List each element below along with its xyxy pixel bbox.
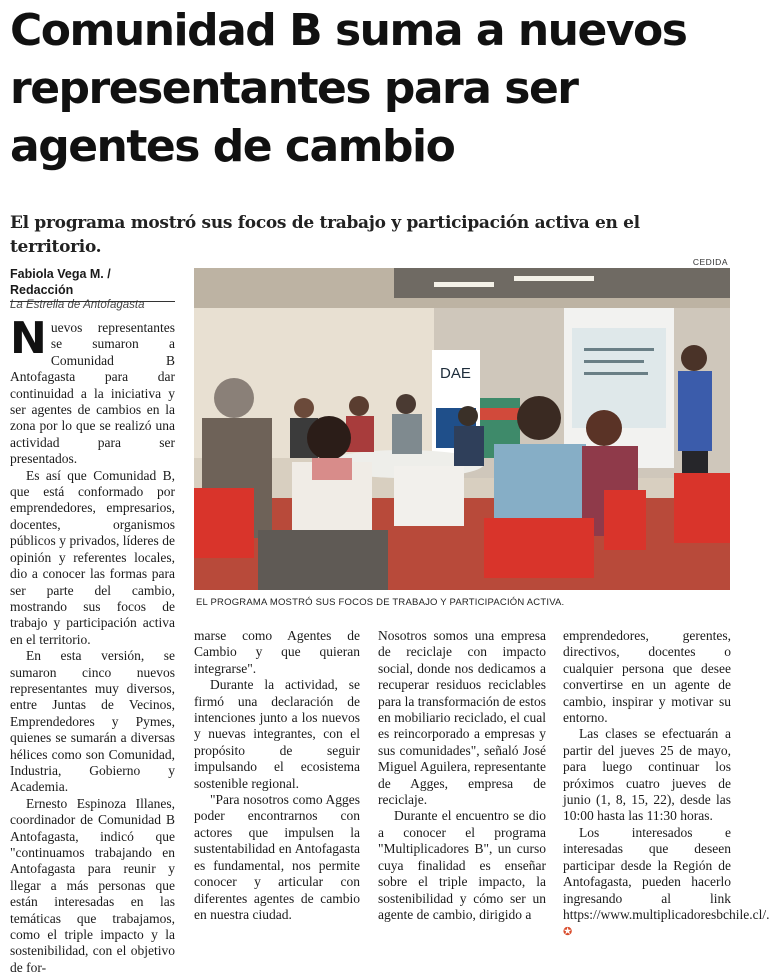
text-column-4 [563, 628, 769, 941]
author-name: Fabiola Vega M. / Redacción [10, 267, 111, 297]
paragraph: marse como Agentes de Cambio y que quieran integrarse". [194, 628, 360, 676]
text-column-2 [194, 628, 360, 923]
paragraph: Durante el encuentro se dio a conocer el programa "Multiplicadores B", un curso cuya finalidad es enseñar sobre el triple impacto, la sostenibilidad y cómo ser un agente de cambio, dirigido a [378, 808, 546, 922]
paragraph: Es así que Comunidad B, que está conformado por emprendedores, empresarios, docentes, organismos públicos y privados, líderes de opinión y referentes locales, dio a conocer las formas para ser parte del cambio, mostrando sus focos de trabajo y participación activa en el territorio. [10, 467, 175, 647]
paragraph: Ernesto Espinoza Illanes, coordinador de Comunidad B Antofagasta, indicó que "continuamos trabajando en Antofagasta para reunir y llegar a más personas que están interesadas en las temáticas que trabajamos, como el triple impacto y la sostenibilidad, con el objetivo de for- [10, 795, 175, 975]
dae-banner-text: DAE [440, 365, 471, 382]
byline-divider [10, 301, 175, 302]
paragraph: En esta versión, se sumaron cinco nuevos representantes muy diversos, entre Juntas de Vecinos, Emprendedores y Pymes, quienes se sumarán a diversas hélices como son Comunidad, Industria, Gobierno y Academia. [10, 648, 175, 795]
subheadline: El programa mostró sus focos de trabajo y participación activa en el territorio. [10, 213, 640, 257]
text-column-3 [378, 628, 546, 923]
text-column-1 [10, 313, 175, 976]
headline: Comunidad B suma a nuevos representantes para ser agentes de cambio [10, 5, 687, 172]
meeting-illustration [194, 268, 730, 590]
paragraph: "Para nosotros como Agges poder encontrarnos con actores que impulsen la sustentabilidad en Antofagasta es fundamental, nos permite conocer y articular con diferentes agentes de cambio en nuestra ciudad. [194, 792, 360, 922]
paragraph: Durante la actividad, se firmó una declaración de intenciones junto a los nuevos y nuevas integrantes, con el propósito de seguir impulsando el ecosistema sostenible regional. [194, 677, 360, 791]
article-photo [194, 268, 730, 590]
paragraph: Nuevos representantes se sumaron a Comunidad B Antofagasta para dar continuidad a la iniciativa y ser agentes de cambios en la zona por lo que se realizó una actividad para ser presentados. [10, 313, 175, 467]
byline [10, 266, 175, 313]
drop-cap: N [10, 313, 47, 364]
photo-caption: EL PROGRAMA MOSTRÓ SUS FOCOS DE TRABAJO Y PARTICIPACIÓN ACTIVA. [196, 597, 565, 608]
outlet-name: La Estrella de Antofagasta [10, 299, 145, 311]
photo-credit: CEDIDA [692, 257, 728, 267]
paragraph: emprendedores, gerentes, directivos, docentes o cualquier persona que desee convertirse en un agente de cambio, inspirar y motivar su entorno. [563, 628, 731, 726]
paragraph: Nosotros somos una empresa de reciclaje con impacto social, donde nos dedicamos a recuperar residuos reciclables para la transformación de estos en mobiliario reciclado, el cual es reincorporado a empresas y sus comunidades", señaló José Miguel Aguilera, representante de Agges, empresa de reciclaje. [378, 628, 546, 808]
paragraph: Los interesados e interesadas que deseen participar desde la Región de Antofagasta, pueden hacerlo ingresando al link https://www.multiplicadoresbchile.cl/. ✪ [563, 824, 769, 939]
end-mark-icon: ✪ [563, 926, 573, 939]
paragraph: Las clases se efectuarán a partir del jueves 25 de mayo, para luego continuar los próximos cuatro jueves de junio (1, 8, 15, 22), desde las 10:00 hasta las 11:30 horas. [563, 726, 731, 824]
